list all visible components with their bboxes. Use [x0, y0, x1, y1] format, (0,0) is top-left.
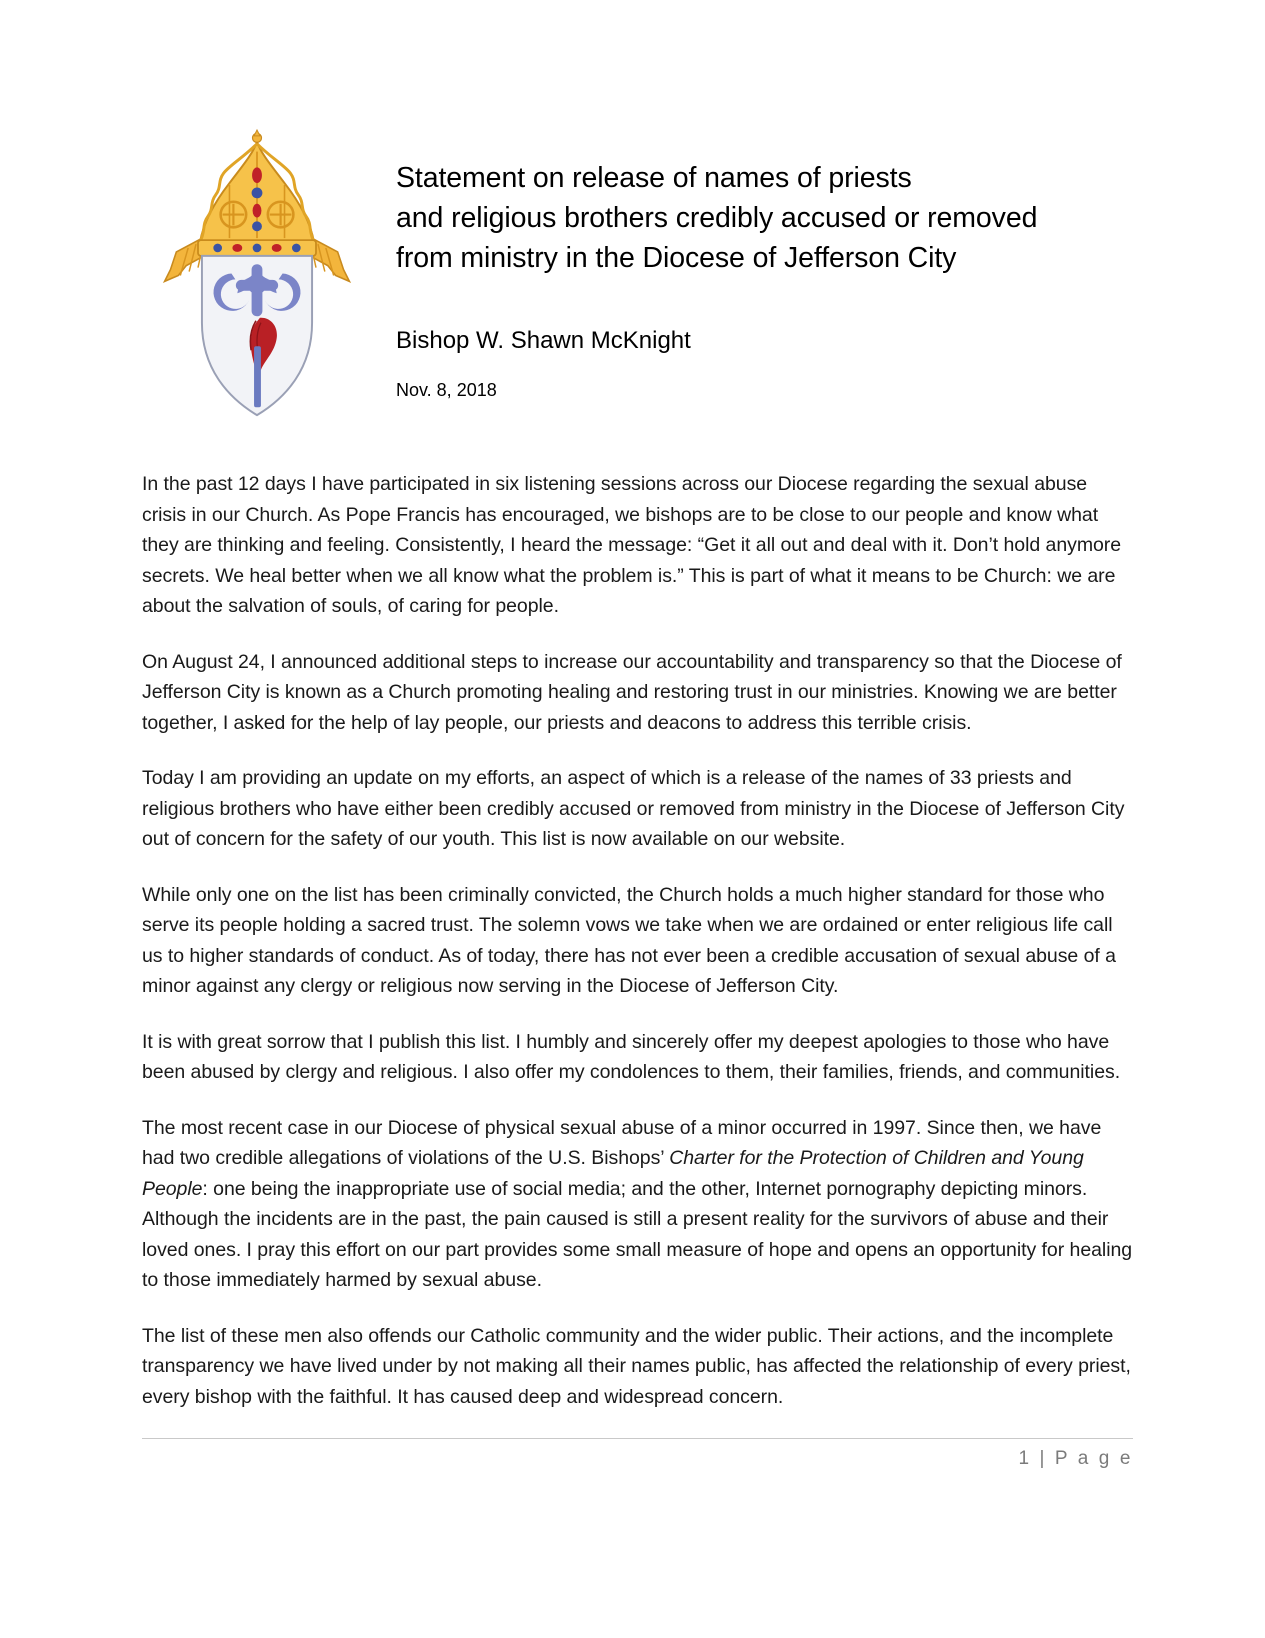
coat-of-arms-container: [132, 120, 382, 423]
page-title: [396, 158, 1037, 278]
title-line-2: and religious brothers credibly accused or removed: [396, 202, 1038, 234]
body-paragraph: On August 24, I announced additional steps to increase our accountability and transparency so that the Diocese of Jefferson City is known as a Church promoting healing and restoring trust in our ministries. Knowing we are better together, I asked for the help of lay people, our priests and deacons to address this terrible crisis.: [142, 650, 1122, 734]
page-number: 1 | P a g e: [1018, 1448, 1133, 1469]
author-name: Bishop W. Shawn McKnight: [396, 327, 691, 354]
body-paragraph: While only one on the list has been criminally convicted, the Church holds a much higher standard for those who serve its people holding a sacred trust. The solemn vows we take when we are ordained or enter religious life call us to higher standards of conduct. As of today, there has not ever been a credible accusation of sexual abuse of a minor against any clergy or religious now serving in the Diocese of Jefferson City.: [142, 883, 1116, 997]
title-line-3: from ministry in the Diocese of Jefferson City: [396, 242, 957, 274]
body-paragraph: Today I am providing an update on my efforts, an aspect of which is a release of the names of 33 priests and religious brothers who have either been credibly accused or removed from ministry in the Diocese of Jefferson City out of concern for the safety of our youth. This list is now available on our website.: [142, 767, 1125, 850]
title-line-1: Statement on release of names of priests: [396, 162, 912, 194]
italic-run: Charter for the Protection of Children and Young People: [142, 1147, 1084, 1200]
diocese-coat-of-arms-icon: [157, 128, 357, 423]
document-date: Nov. 8, 2018: [396, 380, 497, 400]
body-paragraph: The list of these men also offends our Catholic community and the wider public. Their actions, and the incomplete transparency we have lived under by not making all their names public, has affected the relationship of every priest, every bishop with the faithful. It has caused deep and widespread concern.: [142, 1324, 1131, 1408]
document-body: [142, 469, 1133, 1412]
document-header: [0, 0, 1265, 423]
body-paragraph: It is with great sorrow that I publish this list. I humbly and sincerely offer my deepest apologies to those who have been abused by clergy and religious. I also offer my condolences to them, their families, friends, and communities.: [142, 1030, 1121, 1083]
title-block: [396, 120, 1037, 402]
body-paragraph: The most recent case in our Diocese of physical sexual abuse of a minor occurred in 1997. Since then, we have had two credible allegations of violations of the U.S. Bishops’ Charter for the Protection of Children and Young People: one being the inappropriate use of social media; and the other, Internet pornography depicting minors. Although the incidents are in the past, the pain caused is still a present reality for the survivors of abuse and their loved ones. I pray this effort on our part provides some small measure of hope and opens an opportunity for healing to those immediately harmed by sexual abuse.: [142, 1116, 1133, 1291]
page-footer: [142, 1438, 1133, 1470]
body-paragraph: In the past 12 days I have participated in six listening sessions across our Diocese regarding the sexual abuse crisis in our Church. As Pope Francis has encouraged, we bishops are to be close to our people and know what they are thinking and feeling. Consistently, I heard the message: “Get it all out and deal with it. Don’t hold anymore secrets. We heal better when we all know what the problem is.” This is part of what it means to be Church: we are about the salvation of souls, of caring for people.: [142, 473, 1122, 617]
